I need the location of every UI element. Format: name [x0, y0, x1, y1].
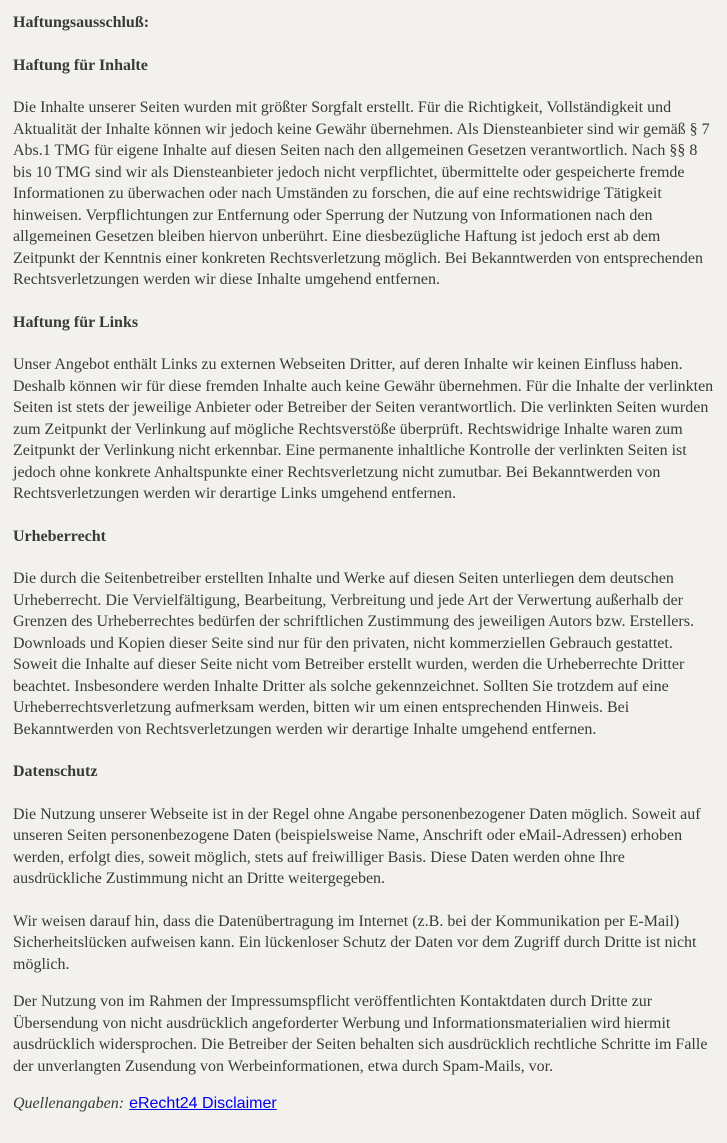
- section-haftung-fuer-inhalte: [13, 55, 714, 291]
- erecht24-disclaimer-link[interactable]: eRecht24 Disclaimer: [129, 1095, 277, 1112]
- section-paragraph: Wir weisen darauf hin, dass die Datenübertragung im Internet (z.B. bei der Kommunikation per E-Mail) Sicherheitslücken aufweisen kann. Ein lückenloser Schutz der Daten vor dem Zugriff durch Dritte ist nicht möglich.: [13, 912, 697, 973]
- section-datenschutz: [13, 761, 714, 1077]
- section-heading: Urheberrecht: [13, 527, 106, 545]
- section-paragraph: Der Nutzung von im Rahmen der Impressumspflicht veröffentlichten Kontaktdaten durch Dritte zur Übersendung von nicht ausdrücklich angeforderter Werbung und Informationsmaterialien wird hiermit ausdrücklich widersprochen. Die Betreiber der Seiten behalten sich ausdrücklich rechtliche Schritte im Falle der unverlangten Zusendung von Werbeinformationen, etwa durch Spam-Mails, vor.: [13, 993, 708, 1075]
- source-label: Quellenangaben:: [13, 1095, 125, 1112]
- section-heading: Haftung für Inhalte: [13, 56, 148, 74]
- section-paragraph: Unser Angebot enthält Links zu externen Webseiten Dritter, auf deren Inhalte wir keinen Einfluss haben. Deshalb können wir für diese fremden Inhalte auch keine Gewähr übernehmen. Für die Inhalte der verlinkten Seiten ist stets der jeweilige Anbieter oder Betreiber der Seiten verantwortlich. Die verlinkten Seiten wurden zum Zeitpunkt der Verlinkung auf mögliche Rechtsverstöße überprüft. Rechtswidrige Inhalte waren zum Zeitpunkt der Verlinkung nicht erkennbar. Eine permanente inhaltliche Kontrolle der verlinkten Seiten ist jedoch ohne konkrete Anhaltspunkte einer Rechtsverletzung nicht zumutbar. Bei Bekanntwerden von Rechtsverletzungen werden wir derartige Links umgehend entfernen.: [13, 356, 714, 502]
- section-urheberrecht: [13, 526, 714, 741]
- source-note: [13, 1093, 714, 1115]
- page-title: Haftungsausschluß:: [13, 14, 150, 31]
- section-haftung-fuer-links: [13, 312, 714, 505]
- section-paragraph: Die Nutzung unserer Webseite ist in der Regel ohne Angabe personenbezogener Daten möglich. Soweit auf unseren Seiten personenbezogene Daten (beispielsweise Name, Anschrift oder eMail-Adressen) erhoben werden, erfolgt dies, soweit möglich, stets auf freiwilliger Basis. Diese Daten werden ohne Ihre ausdrückliche Zustimmung nicht an Dritte weitergegeben.: [13, 805, 701, 887]
- section-heading: Haftung für Links: [13, 313, 139, 331]
- section-heading: Datenschutz: [13, 763, 98, 780]
- disclaimer-document: [13, 12, 714, 1115]
- section-paragraph: Die Inhalte unserer Seiten wurden mit größter Sorgfalt erstellt. Für die Richtigkeit, Vollständigkeit und Aktualität der Inhalte können wir jedoch keine Gewähr übernehmen. Als Diensteanbieter sind wir gemäß § 7 Abs.1 TMG für eigene Inhalte auf diesen Seiten nach den allgemeinen Gesetzen verantwortlich. Nach §§ 8 bis 10 TMG sind wir als Diensteanbieter jedoch nicht verpflichtet, übermittelte oder gespeicherte fremde Informationen zu überwachen oder nach Umständen zu forschen, die auf eine rechtswidrige Tätigkeit hinweisen. Verpflichtungen zur Entfernung oder Sperrung der Nutzung von Informationen nach den allgemeinen Gesetzen bleiben hiervon unberührt. Eine diesbezügliche Haftung ist jedoch erst ab dem Zeitpunkt der Kenntnis einer konkreten Rechtsverletzung möglich. Bei Bekanntwerden von entsprechenden Rechtsverletzungen werden wir diese Inhalte umgehend entfernen.: [13, 99, 710, 288]
- section-paragraph: Die durch die Seitenbetreiber erstellten Inhalte und Werke auf diesen Seiten unterliegen dem deutschen Urheberrecht. Die Vervielfältigung, Bearbeitung, Verbreitung und jede Art der Verwertung außerhalb der Grenzen des Urheberrechtes bedürfen der schriftlichen Zustimmung des jeweiligen Autors bzw. Erstellers. Downloads und Kopien dieser Seite sind nur für den privaten, nicht kommerziellen Gebrauch gestattet. Soweit die Inhalte auf dieser Seite nicht vom Betreiber erstellt wurden, werden die Urheberrechte Dritter beachtet. Insbesondere werden Inhalte Dritter als solche gekennzeichnet. Sollten Sie trotzdem auf eine Urheberrechtsverletzung aufmerksam werden, bitten wir um einen entsprechenden Hinweis. Bei Bekanntwerden von Rechtsverletzungen werden wir derartige Inhalte umgehend entfernen.: [13, 570, 694, 738]
